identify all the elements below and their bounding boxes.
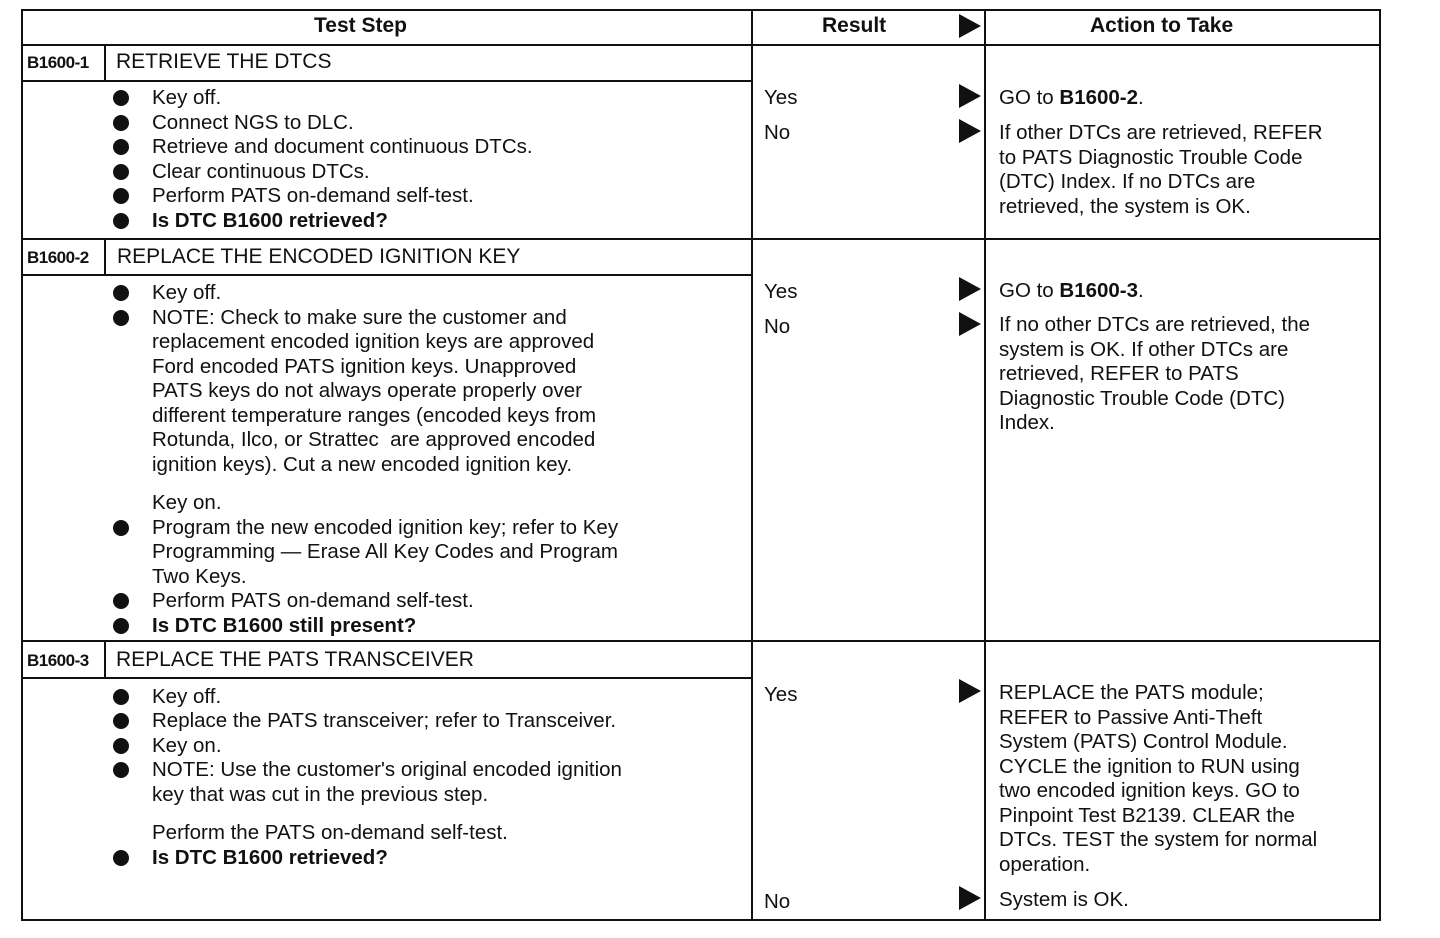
action-text: System is OK. bbox=[999, 888, 1129, 911]
bullet-icon bbox=[113, 285, 129, 301]
step-line: Retrieve and document continuous DTCs. bbox=[152, 135, 533, 158]
step-line: Perform PATS on-demand self-test. bbox=[152, 589, 474, 612]
step-line: replacement encoded ignition keys are approved bbox=[152, 330, 595, 353]
step-line: NOTE: Use the customer's original encoded ignition bbox=[152, 758, 622, 781]
step-title: RETRIEVE THE DTCS bbox=[116, 50, 332, 73]
step-question: Is DTC B1600 retrieved? bbox=[152, 209, 388, 232]
step-title: REPLACE THE PATS TRANSCEIVER bbox=[116, 648, 474, 671]
bullet-icon bbox=[113, 115, 129, 131]
header-rule bbox=[21, 44, 1381, 46]
step-line: Key off. bbox=[152, 86, 222, 109]
action-text: If no other DTCs are retrieved, the system is OK. If other DTCs are retrieved, REFER to PATS Diagnostic Trouble Code (DTC) Index. bbox=[999, 313, 1311, 434]
col-divider-result bbox=[751, 9, 753, 921]
arrow-icon bbox=[959, 119, 981, 143]
action-text bbox=[999, 279, 1144, 304]
action-text: REPLACE the PATS module; REFER to Passive Anti-Theft System (PATS) Control Module. CYCLE the ignition to RUN using two encoded ignition keys. GO to Pinpoint Test B2139. CLEAR the DTCs. TEST the system for normal operation. bbox=[999, 681, 1318, 876]
header-result: Result bbox=[822, 14, 887, 37]
step-line: Rotunda, Ilco, or Strattec are approved encoded bbox=[152, 428, 596, 451]
step-id: B1600-1 bbox=[27, 53, 89, 72]
bullet-icon bbox=[113, 738, 129, 754]
action-prefix: GO to bbox=[999, 86, 1060, 109]
action-text: If other DTCs are retrieved, REFER to PATS Diagnostic Trouble Code (DTC) Index. If no DTCs are retrieved, the system is OK. bbox=[999, 121, 1323, 218]
step-line: Perform the PATS on-demand self-test. bbox=[152, 821, 508, 844]
bullet-icon bbox=[113, 164, 129, 180]
result-yes: Yes bbox=[764, 280, 798, 303]
step-question: Is DTC B1600 retrieved? bbox=[152, 846, 388, 869]
step-line: Programming — Erase All Key Codes and Program bbox=[152, 540, 619, 563]
action-text bbox=[999, 86, 1144, 111]
action-suffix: . bbox=[1138, 279, 1144, 302]
arrow-icon bbox=[959, 312, 981, 336]
step-line: Key on. bbox=[152, 734, 222, 757]
step-line: Key on. bbox=[152, 491, 222, 514]
bullet-icon bbox=[113, 139, 129, 155]
step-line: Clear continuous DTCs. bbox=[152, 160, 370, 183]
step-line: different temperature ranges (encoded keys from bbox=[152, 404, 597, 427]
step3-title-rule bbox=[21, 677, 752, 679]
result-no: No bbox=[764, 890, 791, 913]
step-line: PATS keys do not always operate properly over bbox=[152, 379, 582, 402]
step3-id-divider bbox=[104, 640, 106, 678]
step-line: Two Keys. bbox=[152, 565, 247, 588]
step-line: NOTE: Check to make sure the customer and bbox=[152, 306, 567, 329]
step-line: Key off. bbox=[152, 281, 222, 304]
step-line: Connect NGS to DLC. bbox=[152, 111, 354, 134]
bullet-icon bbox=[113, 593, 129, 609]
step2-id-divider bbox=[104, 238, 106, 275]
step2-rule bbox=[21, 238, 1381, 240]
header-arrow-icon bbox=[959, 14, 981, 38]
header-test-step: Test Step bbox=[314, 14, 407, 37]
bullet-icon bbox=[113, 618, 129, 634]
step-line: Ford encoded PATS ignition keys. Unapproved bbox=[152, 355, 577, 378]
step2-title-rule bbox=[21, 274, 752, 276]
action-prefix: GO to bbox=[999, 279, 1060, 302]
result-no: No bbox=[764, 315, 791, 338]
step-question: Is DTC B1600 still present? bbox=[152, 614, 417, 637]
step1-id-divider bbox=[104, 44, 106, 81]
step-line: Perform PATS on-demand self-test. bbox=[152, 184, 474, 207]
bullet-icon bbox=[113, 310, 129, 326]
result-no: No bbox=[764, 121, 791, 144]
arrow-icon bbox=[959, 679, 981, 703]
step-line: Replace the PATS transceiver; refer to Transceiver. bbox=[152, 709, 617, 732]
step-id: B1600-3 bbox=[27, 651, 89, 670]
step-line: key that was cut in the previous step. bbox=[152, 783, 489, 806]
result-yes: Yes bbox=[764, 86, 798, 109]
step-id: B1600-2 bbox=[27, 248, 89, 267]
bullet-icon bbox=[113, 213, 129, 229]
header-action: Action to Take bbox=[1090, 14, 1234, 37]
bullet-icon bbox=[113, 762, 129, 778]
bullet-icon bbox=[113, 713, 129, 729]
step-line: Key off. bbox=[152, 685, 222, 708]
step3-rule bbox=[21, 640, 1381, 642]
arrow-icon bbox=[959, 84, 981, 108]
bullet-icon bbox=[113, 90, 129, 106]
bullet-icon bbox=[113, 689, 129, 705]
result-yes: Yes bbox=[764, 683, 798, 706]
step-title: REPLACE THE ENCODED IGNITION KEY bbox=[117, 245, 521, 268]
step-line: Program the new encoded ignition key; refer to Key bbox=[152, 516, 619, 539]
arrow-icon bbox=[959, 277, 981, 301]
action-step-ref: B1600-3 bbox=[1059, 279, 1139, 302]
bullet-icon bbox=[113, 188, 129, 204]
action-step-ref: B1600-2 bbox=[1059, 86, 1139, 109]
step-line: ignition keys). Cut a new encoded ignition key. bbox=[152, 453, 573, 476]
col-divider-action bbox=[984, 9, 986, 921]
step1-title-rule bbox=[21, 80, 752, 82]
bullet-icon bbox=[113, 850, 129, 866]
arrow-icon bbox=[959, 886, 981, 910]
bullet-icon bbox=[113, 520, 129, 536]
action-suffix: . bbox=[1138, 86, 1144, 109]
